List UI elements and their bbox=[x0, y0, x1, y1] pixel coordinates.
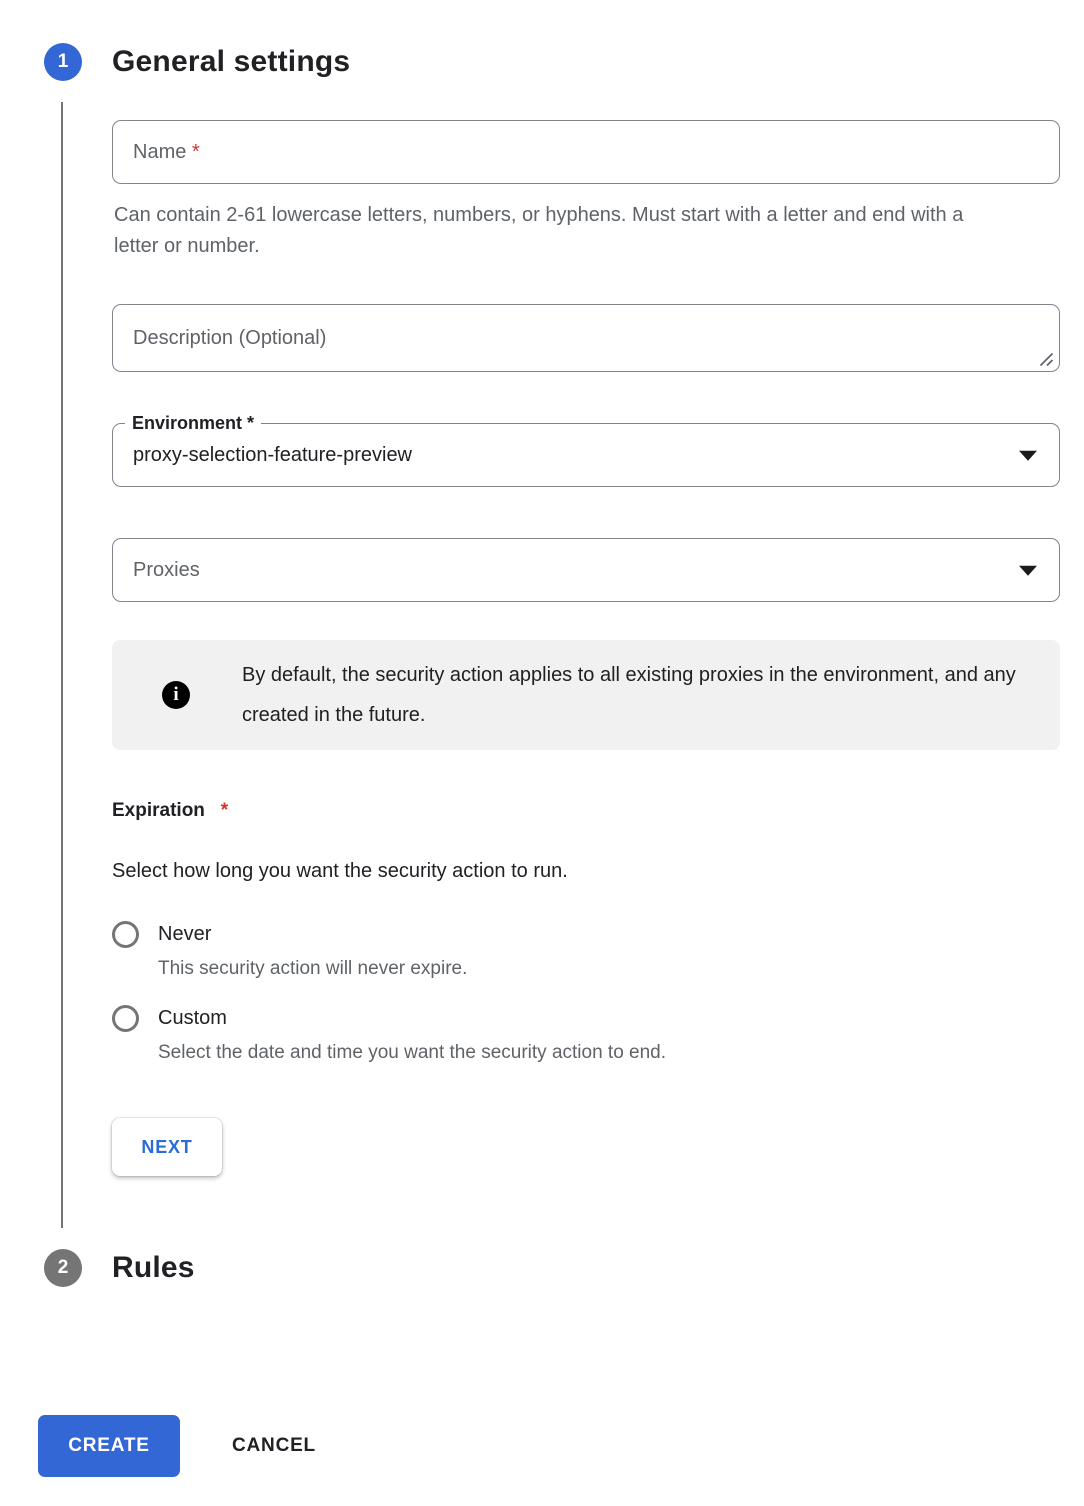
resize-handle-icon[interactable] bbox=[1039, 352, 1054, 367]
general-settings-form bbox=[112, 120, 1060, 1176]
description-input[interactable] bbox=[112, 304, 1060, 372]
name-input[interactable] bbox=[112, 120, 1060, 184]
stepper-connector-line bbox=[61, 102, 63, 1228]
step2-number: 2 bbox=[57, 1257, 69, 1278]
create-button[interactable]: CREATE bbox=[38, 1415, 180, 1477]
proxies-select[interactable] bbox=[112, 538, 1060, 602]
step1-title: General settings bbox=[112, 45, 351, 78]
footer-actions bbox=[38, 1415, 320, 1477]
expiration-option-custom-label: Custom bbox=[158, 1006, 227, 1029]
proxies-placeholder: Proxies bbox=[133, 558, 200, 581]
step1-number: 1 bbox=[57, 51, 69, 72]
name-required-asterisk: * bbox=[191, 140, 200, 163]
environment-required-asterisk: * bbox=[247, 413, 255, 433]
info-banner bbox=[112, 640, 1060, 750]
cancel-button[interactable]: CANCEL bbox=[228, 1425, 320, 1467]
environment-select[interactable] bbox=[112, 413, 1060, 487]
environment-label-text: Environment bbox=[132, 413, 243, 433]
name-input-placeholder: Name bbox=[133, 140, 187, 163]
info-icon-glyph: i bbox=[173, 684, 179, 705]
environment-selected-value: proxy-selection-feature-preview bbox=[133, 443, 413, 466]
step2-title: Rules bbox=[112, 1251, 195, 1284]
name-helper-text: Can contain 2-61 lowercase letters, numbers, or hyphens. Must start with a letter and end with a letter or number. bbox=[114, 204, 964, 257]
expiration-label bbox=[112, 798, 1060, 824]
step2-badge bbox=[44, 1249, 82, 1287]
step2-header[interactable] bbox=[44, 1249, 195, 1287]
radio-unchecked-icon[interactable] bbox=[112, 1005, 139, 1032]
expiration-required-asterisk: * bbox=[220, 800, 229, 821]
info-banner-text: By default, the security action applies to all existing proxies in the environment, and any created in the future. bbox=[242, 664, 1016, 726]
expiration-label-text: Expiration bbox=[112, 800, 205, 821]
step1-badge bbox=[44, 43, 82, 81]
expiration-option-never-label: Never bbox=[158, 922, 212, 945]
description-placeholder: Description (Optional) bbox=[133, 326, 327, 349]
dropdown-caret-icon bbox=[1019, 566, 1037, 576]
environment-label bbox=[125, 412, 261, 434]
step1-header[interactable] bbox=[44, 43, 350, 81]
expiration-option-never[interactable] bbox=[112, 920, 1060, 948]
radio-unchecked-icon[interactable] bbox=[112, 921, 139, 948]
expiration-option-custom-description: Select the date and time you want the security action to end. bbox=[158, 1042, 667, 1063]
info-icon bbox=[162, 681, 190, 709]
expiration-option-never-description: This security action will never expire. bbox=[158, 958, 468, 979]
dropdown-caret-icon bbox=[1019, 451, 1037, 461]
next-button[interactable]: NEXT bbox=[112, 1118, 222, 1176]
expiration-option-custom[interactable] bbox=[112, 1004, 1060, 1032]
expiration-hint: Select how long you want the security action to run. bbox=[112, 860, 568, 882]
